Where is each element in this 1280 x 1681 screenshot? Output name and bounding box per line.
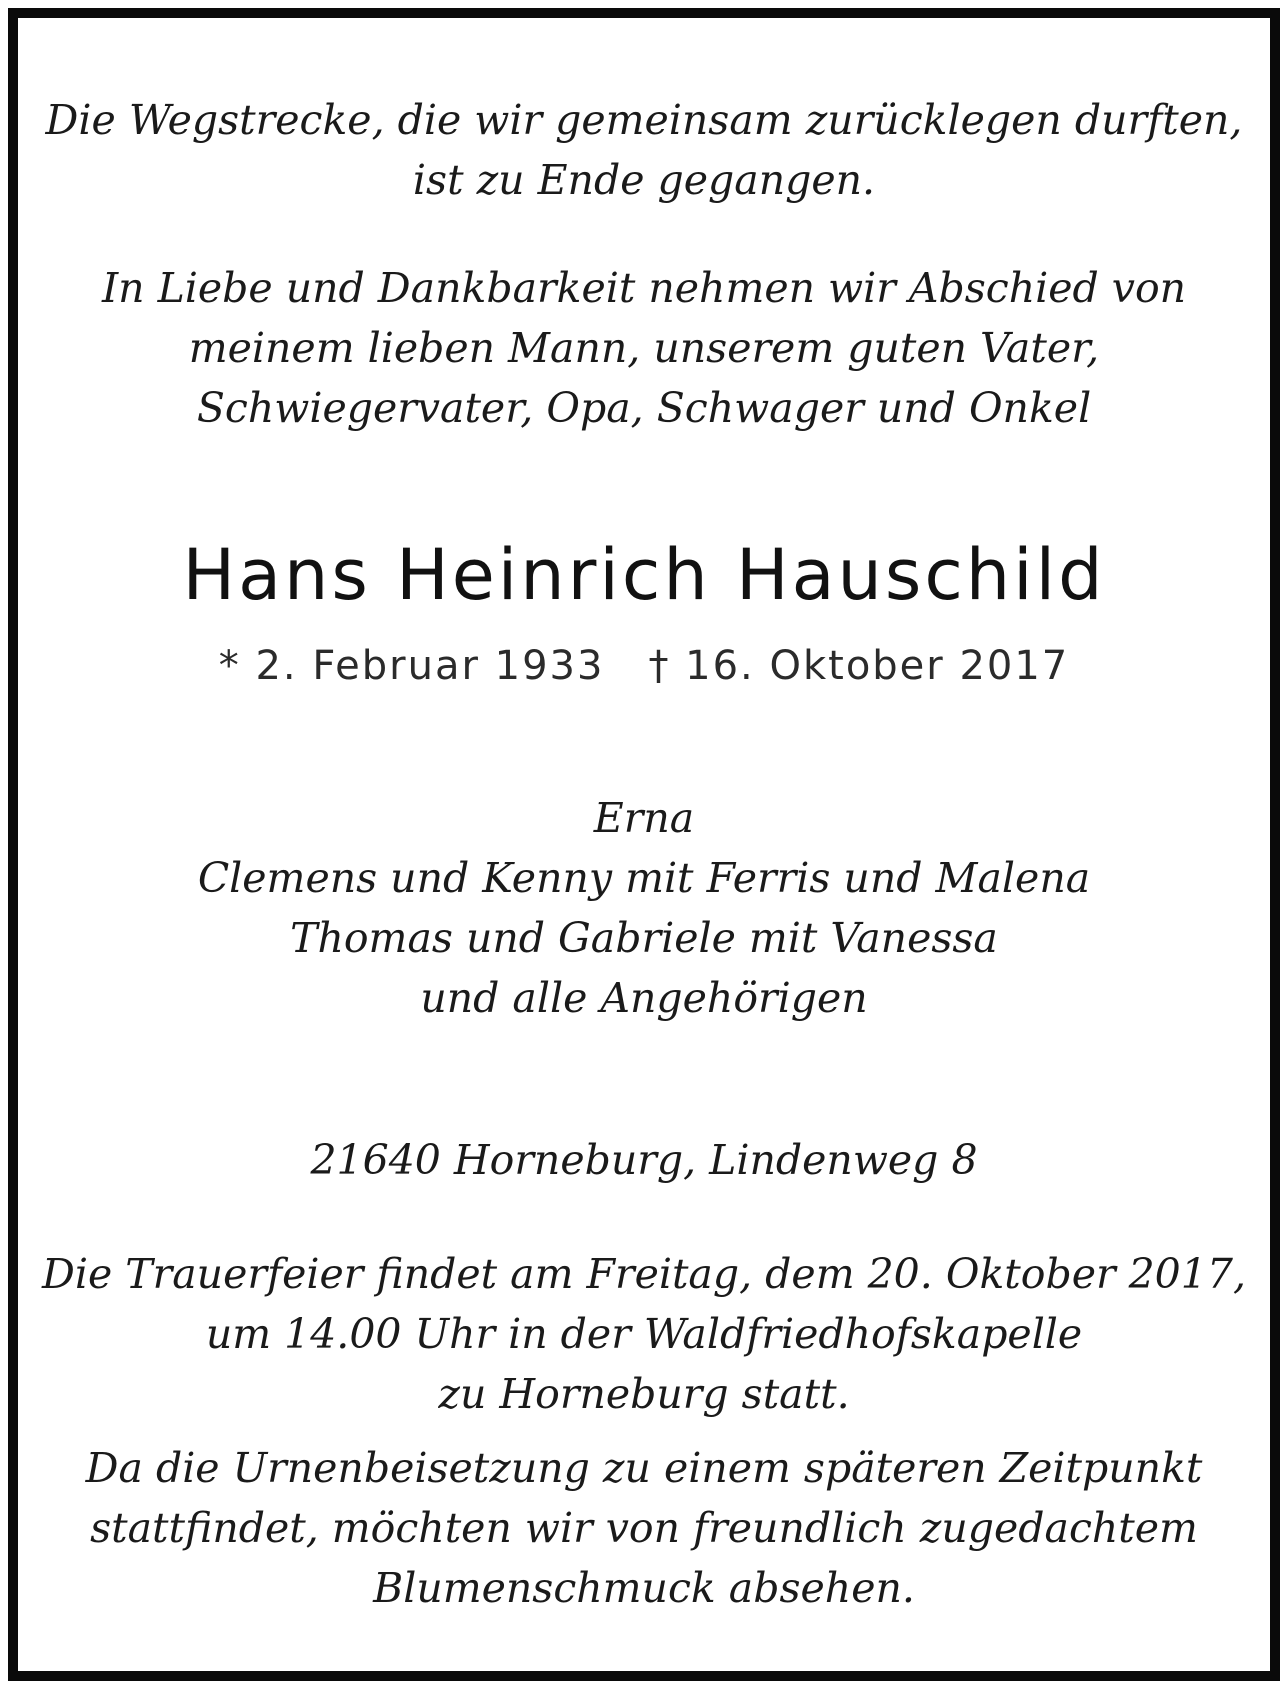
motto (18, 90, 1270, 210)
service-line: zu Horneburg statt. (438, 1370, 850, 1418)
motto-line: Die Wegstrecke, die wir gemeinsam zurücklegen durften, (45, 96, 1243, 144)
farewell-line: Schwiegervater, Opa, Schwager und Onkel (196, 384, 1092, 432)
farewell-line: meinem lieben Mann, unserem guten Vater, (188, 324, 1100, 372)
mourner-line: Clemens und Kenny mit Ferris und Malena (197, 854, 1091, 902)
notice-line: Da die Urnenbeisetzung zu einem späteren Zeitpunkt (85, 1444, 1203, 1492)
mourners (18, 788, 1270, 1028)
service-line: um 14.00 Uhr in der Waldfriedhofskapelle (205, 1310, 1083, 1358)
mourner-line: Thomas und Gabriele mit Vanessa (290, 914, 998, 962)
address-line: 21640 Horneburg, Lindenweg 8 (310, 1136, 978, 1184)
flower-notice (18, 1438, 1270, 1618)
notice-line: Blumenschmuck absehen. (373, 1564, 915, 1612)
service-line: Die Trauerfeier findet am Freitag, dem 20. Oktober 2017, (42, 1250, 1246, 1298)
mourner-line: und alle Angehörigen (420, 974, 868, 1022)
service-info (18, 1244, 1270, 1424)
death-date: † 16. Oktober 2017 (648, 643, 1070, 689)
farewell-text (18, 258, 1270, 438)
notice-line: stattfindet, möchten wir von freundlich zugedachtem (90, 1504, 1198, 1552)
obituary-notice (8, 8, 1280, 1681)
deceased-name: Hans Heinrich Hauschild (182, 534, 1106, 616)
life-dates (18, 638, 1270, 694)
deceased-name-block (18, 530, 1270, 620)
mourner-line: Erna (593, 794, 695, 842)
farewell-line: In Liebe und Dankbarkeit nehmen wir Abschied von (101, 264, 1187, 312)
address (18, 1130, 1270, 1190)
birth-date: * 2. Februar 1933 (218, 643, 605, 689)
motto-line: ist zu Ende gegangen. (412, 156, 876, 204)
